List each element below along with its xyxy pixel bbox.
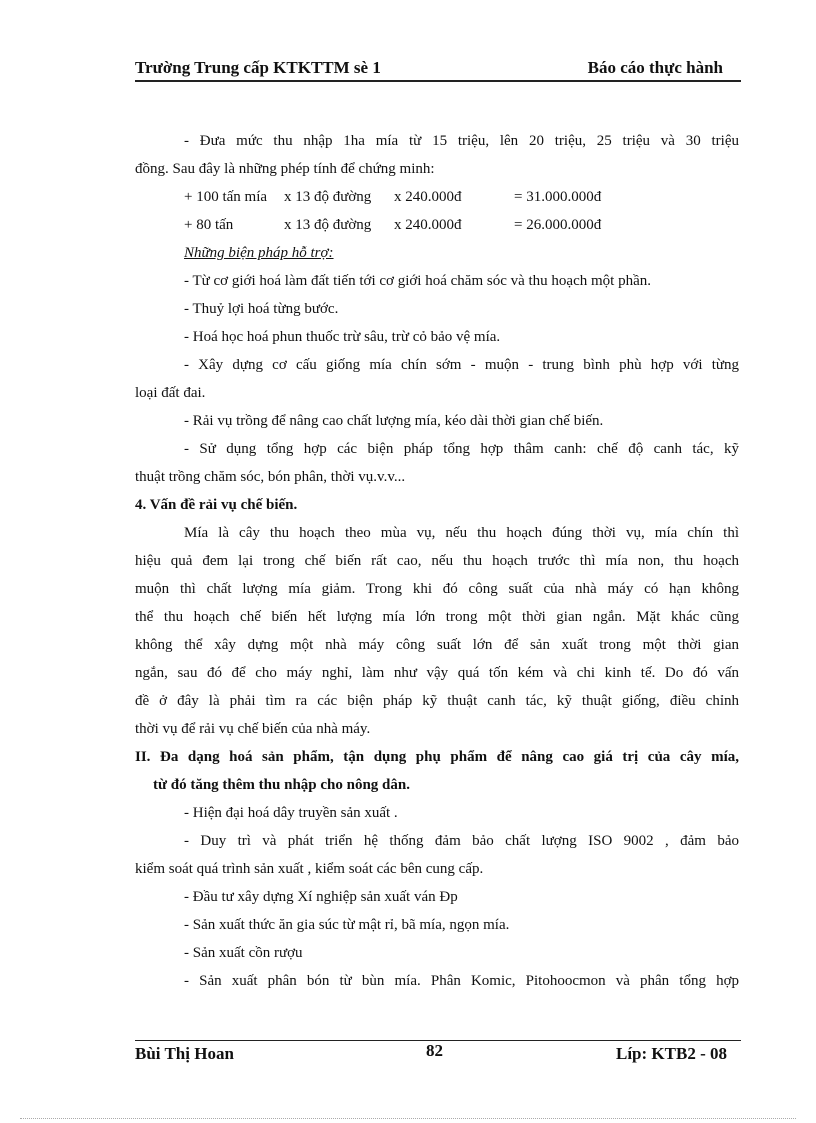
- paragraph-line: muộn thì chất lượng mía giảm. Trong khi đó công suất của nhà máy có hạn không: [135, 581, 739, 597]
- list-item: - Sản xuất phân bón từ bùn mía. Phân Komic, Pitohoocmon và phân tổng hợp: [184, 973, 739, 989]
- list-item: loại đất đai.: [135, 385, 206, 401]
- calc-price: x 240.000đ: [394, 189, 462, 205]
- paragraph-line: hiệu quả đem lại trong chế biến rất cao, nếu thu hoạch trước thì mía non, thu hoạch: [135, 553, 739, 569]
- list-item: - Sản xuất thức ăn gia súc từ mật rỉ, bã mía, ngọn mía.: [184, 917, 510, 933]
- section-heading: II. Đa dạng hoá sản phẩm, tận dụng phụ phẩm để nâng cao giá trị của cây mía,: [135, 749, 739, 765]
- calc-sugar: x 13 độ đường: [284, 189, 372, 205]
- header-report-title: Báo cáo thực hành: [587, 58, 723, 77]
- list-item: - Rải vụ trồng để nâng cao chất lượng mía, kéo dài thời gian chế biến.: [184, 413, 604, 429]
- footer-class: Líp: KTB2 - 08: [616, 1044, 727, 1063]
- calc-result: = 26.000.000đ: [514, 217, 602, 233]
- header-school: Trường Trung cấp KTKTTM sè 1: [135, 58, 381, 77]
- page-number: 82: [426, 1041, 443, 1060]
- list-item: thuật trồng chăm sóc, bón phân, thời vụ.v.v...: [135, 469, 406, 485]
- calc-result: = 31.000.000đ: [514, 189, 602, 205]
- paragraph-line: Mía là cây thu hoạch theo mùa vụ, nếu thu hoạch đúng thời vụ, mía chín thì: [184, 525, 739, 541]
- list-item: - Hiện đại hoá dây truyền sản xuất .: [184, 805, 398, 821]
- paragraph: đồng. Sau đây là những phép tính để chứng minh:: [135, 161, 435, 177]
- paragraph-line: thời vụ để rải vụ chế biến của nhà máy.: [135, 721, 371, 737]
- page-footer: [135, 1040, 741, 1081]
- calc-line-2: [135, 211, 739, 239]
- support-title-text: Những biện pháp hỗ trợ:: [184, 245, 334, 261]
- list-item: - Đầu tư xây dựng Xí nghiệp sản xuất ván Ðp: [184, 889, 458, 905]
- calc-sugar: x 13 độ đường: [284, 217, 372, 233]
- calc-line-1: [135, 183, 739, 211]
- calc-price: x 240.000đ: [394, 217, 462, 233]
- list-item: - Từ cơ giới hoá làm đất tiến tới cơ giới hoá chăm sóc và thu hoạch một phần.: [184, 273, 651, 289]
- section-heading-cont: từ đó tăng thêm thu nhập cho nông dân.: [153, 777, 410, 793]
- footer-author: Bùi Thị Hoan: [135, 1044, 234, 1063]
- paragraph: - Đưa mức thu nhập 1ha mía từ 15 triệu, lên 20 triệu, 25 triệu và 30 triệu: [184, 133, 739, 149]
- calc-amount: + 100 tấn mía: [184, 189, 268, 205]
- list-item: - Sử dụng tổng hợp các biện pháp tổng hợp thâm canh: chế độ canh tác, kỹ: [184, 441, 739, 457]
- page-bottom-divider: [20, 1118, 796, 1119]
- paragraph-line: ngắn, sau đó để cho máy nghỉ, làm như vậy quá tốn kém và chi kinh tế. Do đó vấn: [135, 665, 739, 681]
- support-title: [135, 239, 739, 267]
- paragraph-line: thể thu hoạch chế biến hết lượng mía lớn trong một thời gian ngắn. Mặt khác cũng: [135, 609, 739, 625]
- list-item: kiểm soát quá trình sản xuất , kiểm soát các bên cung cấp.: [135, 861, 484, 877]
- list-item: - Hoá học hoá phun thuốc trừ sâu, trừ cỏ bảo vệ mía.: [184, 329, 501, 345]
- list-item: - Duy trì và phát triển hệ thống đảm bảo chất lượng ISO 9002 , đảm bảo: [184, 833, 739, 849]
- section-heading: 4. Vấn đề rải vụ chế biến.: [135, 497, 298, 513]
- list-item: - Sản xuất cồn rượu: [184, 945, 303, 961]
- list-item: - Xây dựng cơ cấu giống mía chín sớm - muộn - trung bình phù hợp với từng: [184, 357, 739, 373]
- document-body: [135, 127, 739, 995]
- list-item: - Thuỷ lợi hoá từng bước.: [184, 301, 339, 317]
- calc-amount: + 80 tấn: [184, 217, 234, 233]
- paragraph-line: đề ở đây là phải tìm ra các biện pháp kỹ thuật canh tác, kỹ thuật giống, điều chỉnh: [135, 693, 739, 709]
- page-header: [135, 58, 741, 82]
- paragraph-line: không thể xây dựng một nhà máy công suất lớn để sản xuất trong một thời gian: [135, 637, 739, 653]
